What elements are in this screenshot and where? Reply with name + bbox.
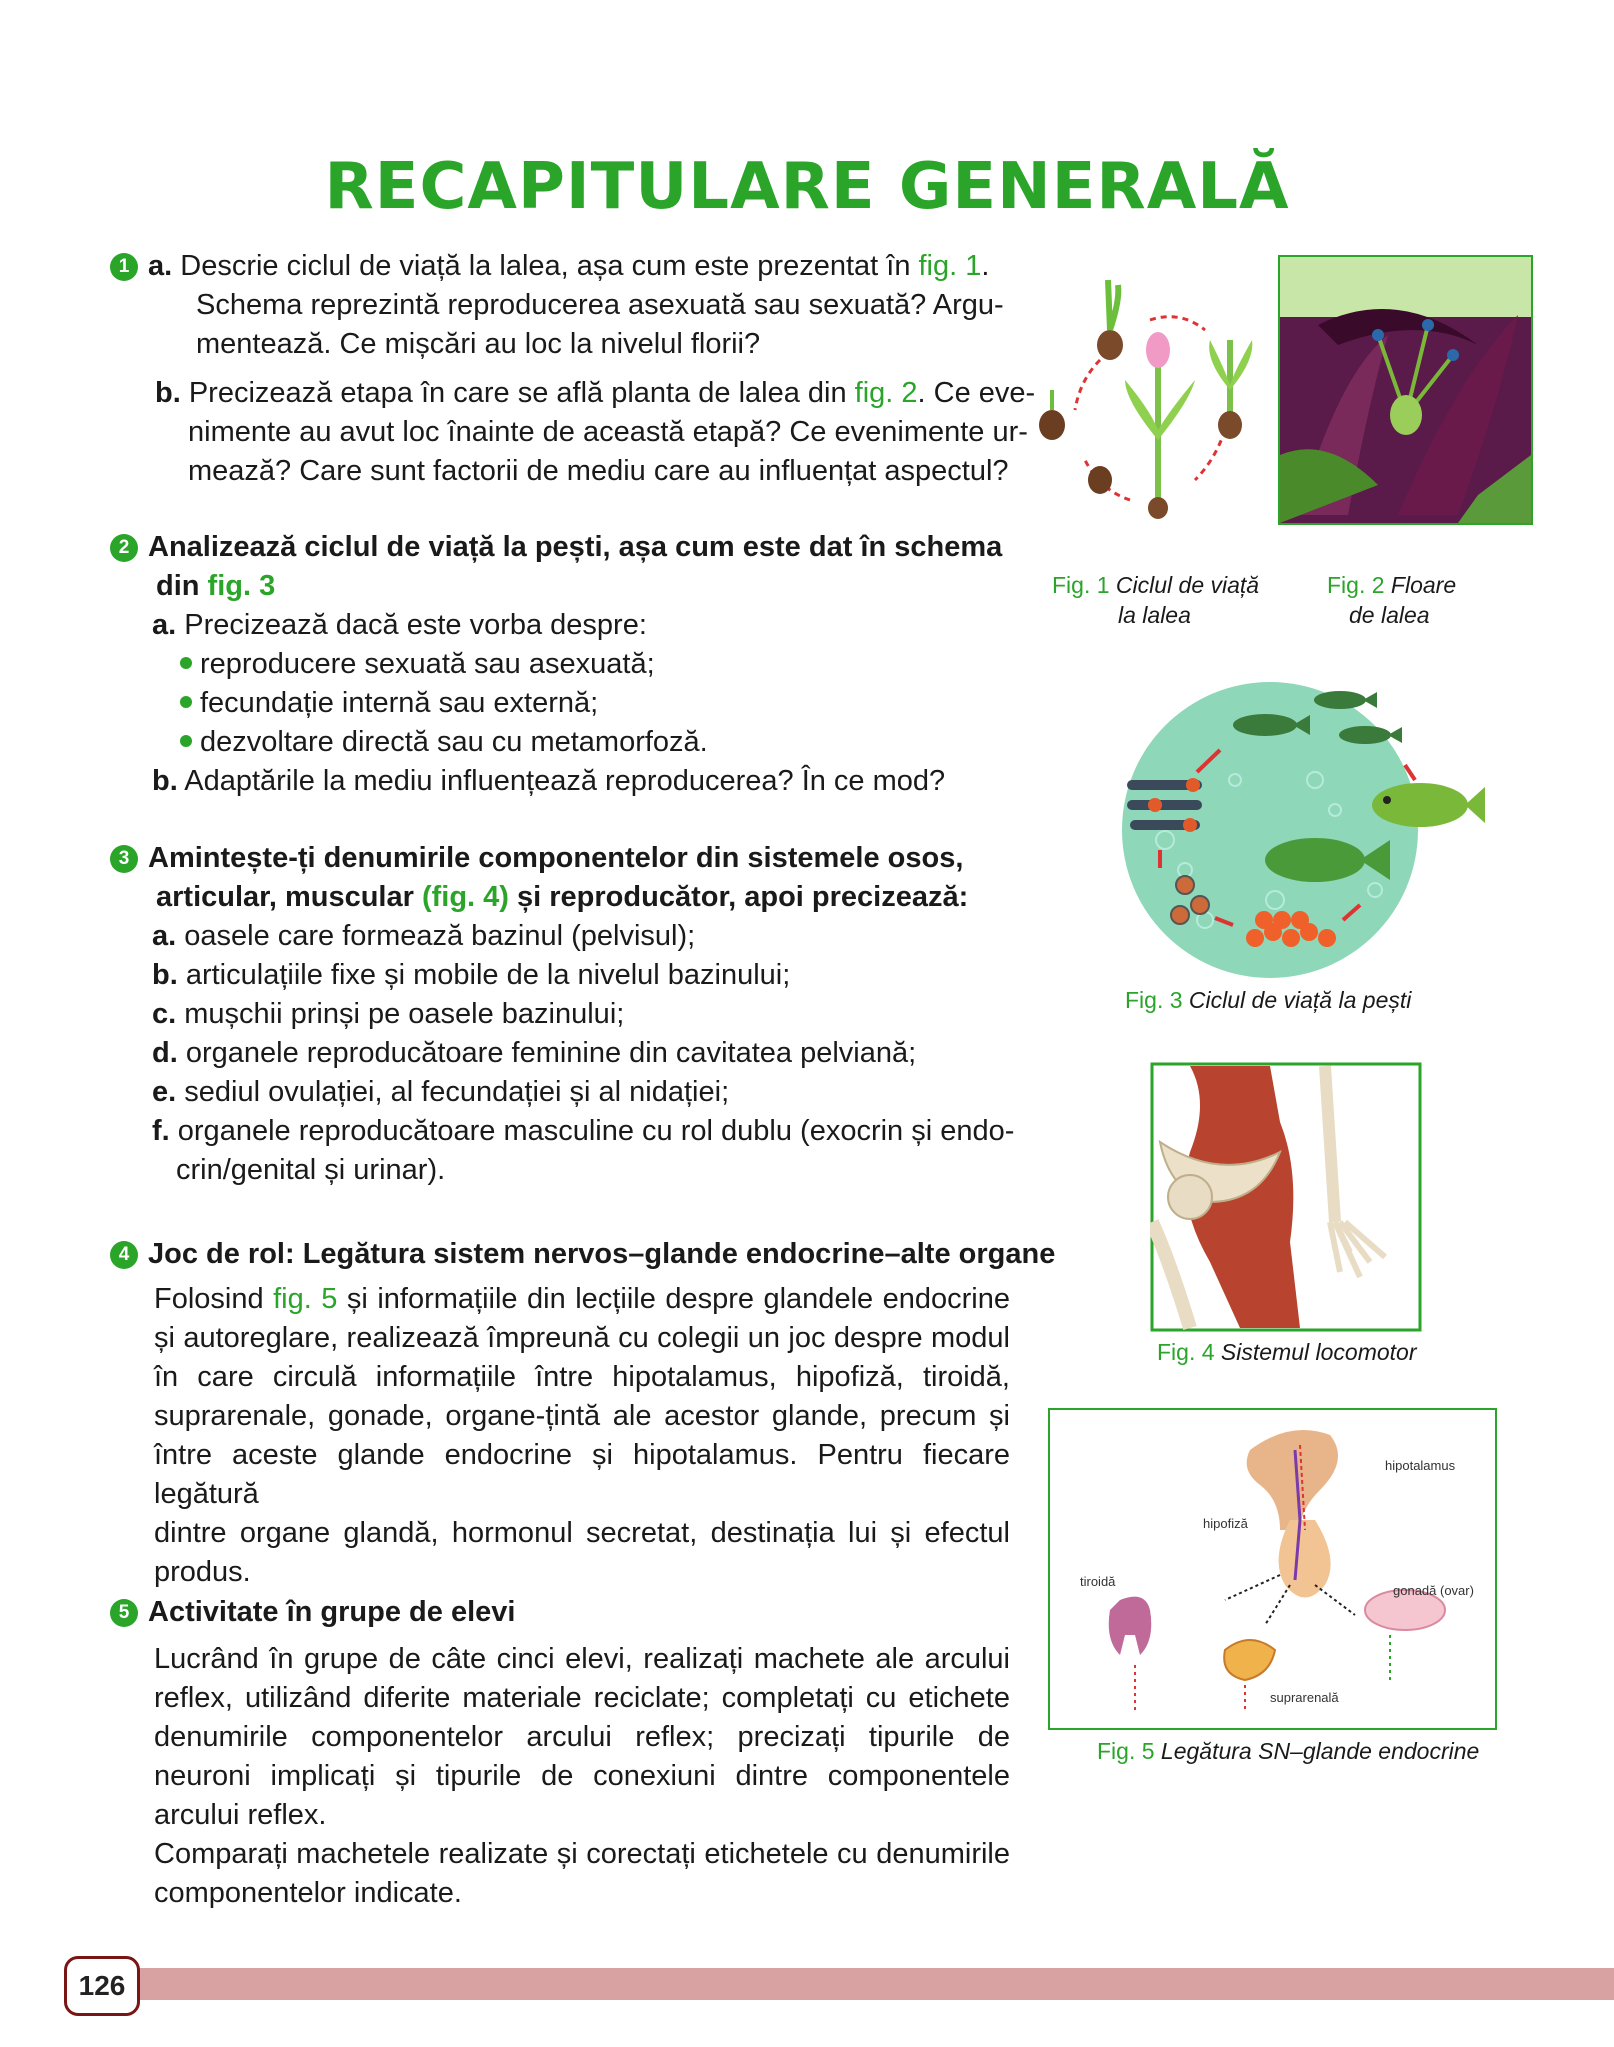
text: oasele care formează bazinul (pelvisul); xyxy=(176,920,696,952)
item-label: f. xyxy=(152,1115,170,1147)
question-number: 5 xyxy=(110,1599,138,1627)
tulip-sprout-icon xyxy=(1209,340,1252,439)
question-2 xyxy=(110,528,1010,801)
text: sediul ovulației, al fecundației și al nidației; xyxy=(176,1076,730,1108)
text: . Ce eve- xyxy=(917,377,1036,409)
figure-5-caption xyxy=(1097,1736,1479,1766)
caption-text: Sistemul locomotor xyxy=(1214,1339,1417,1365)
figure-reference: fig. 2 xyxy=(854,377,918,409)
question-1 xyxy=(110,247,1036,491)
text: organele reproducătoare masculine cu rol dublu (exocrin și endo- xyxy=(169,1115,1015,1147)
adrenal-icon xyxy=(1224,1640,1275,1680)
item-label: b. xyxy=(155,377,181,409)
item-label: b. xyxy=(152,959,178,991)
figure-3-fish-cycle xyxy=(1115,680,1485,980)
item-label: a. xyxy=(148,250,173,282)
caption-text: Legătura SN–glande endocrine xyxy=(1154,1738,1480,1764)
question-number: 4 xyxy=(110,1241,138,1269)
item-label: a. xyxy=(152,920,177,952)
bullet-icon xyxy=(180,657,192,669)
bullet-text: fecundație internă sau externă; xyxy=(200,687,599,719)
caption-text: de lalea xyxy=(1349,602,1430,628)
label-hipofiza: hipofiză xyxy=(1203,1516,1248,1531)
question-heading: Joc de rol: Legătura sistem nervos–glande endocrine–alte organe xyxy=(148,1238,1056,1270)
text: și reproducător, apoi precizează: xyxy=(508,881,969,913)
text: . xyxy=(981,250,990,282)
figure-label: Fig. 5 xyxy=(1097,1738,1155,1764)
hypothalamus-icon xyxy=(1247,1430,1338,1530)
label-gonada: gonadă (ovar) xyxy=(1393,1583,1474,1598)
paragraph-line: produs. xyxy=(154,1556,251,1588)
text: articulațiile fixe și mobile de la nivelul bazinului; xyxy=(177,959,791,991)
paragraph-line: între aceste glande endocrine și hipotalamus. Pentru fiecare legătură xyxy=(154,1439,1010,1510)
caption-text: Ciclul de viață xyxy=(1109,572,1260,598)
pituitary-icon xyxy=(1279,1520,1331,1598)
text: Adaptările la mediu influențează reproducerea? În ce mod? xyxy=(177,765,946,797)
caption-text: la lalea xyxy=(1118,602,1191,628)
paragraph-line: dintre organe glandă, hormonul secretat, destinația lui și efectul xyxy=(154,1517,1010,1549)
paragraph-line xyxy=(154,1280,1010,1319)
tulip-bulb-icon xyxy=(1097,280,1123,360)
question-4 xyxy=(110,1235,1056,1592)
bulb-icon xyxy=(1039,390,1065,440)
bullet-text: dezvoltare directă sau cu metamorfoză. xyxy=(200,726,708,758)
label-hipotalamus: hipotalamus xyxy=(1385,1458,1456,1473)
caption-text: Ciclul de viață la pești xyxy=(1182,987,1412,1013)
question-5 xyxy=(110,1593,1010,1913)
label-tiroida: tiroidă xyxy=(1080,1574,1116,1589)
text-line: mează? Care sunt factorii de mediu care au influențat aspectul? xyxy=(188,455,1009,487)
question-number: 1 xyxy=(110,253,138,281)
figure-2-tulip-photo xyxy=(1278,255,1533,525)
caption-text: Floare xyxy=(1384,572,1457,598)
page-title: RECAPITULARE GENERALĂ xyxy=(324,150,1290,224)
figure-4-caption xyxy=(1157,1337,1417,1367)
question-heading: Analizează ciclul de viață la pești, așa cum este dat în schema xyxy=(148,531,1003,563)
paragraph-line: suprarenale, gonade, organe-țintă ale acestor glande, precum și xyxy=(154,1400,1010,1432)
text-line: mentează. Ce mișcări au loc la nivelul florii? xyxy=(196,328,761,360)
question-number: 3 xyxy=(110,845,138,873)
text: Precizează etapa în care se află planta de lalea din xyxy=(180,377,855,409)
item-label: d. xyxy=(152,1037,178,1069)
figure-label: Fig. 2 xyxy=(1327,572,1385,598)
figure-label: Fig. 4 xyxy=(1157,1339,1215,1365)
text-line: nimente au avut loc înainte de această etapă? Ce evenimente ur- xyxy=(188,416,1028,448)
text-line: Schema reprezintă reproducerea asexuată sau sexuată? Argu- xyxy=(196,289,1004,321)
paragraph-line: denumirile componentelor arcului reflex; precizați tipurile de xyxy=(154,1721,1010,1753)
figure-reference: fig. 3 xyxy=(207,570,276,602)
tulip-flower-icon xyxy=(1125,332,1195,519)
figure-4-locomotor-system xyxy=(1150,1062,1422,1332)
paragraph-line: arcului reflex. xyxy=(154,1799,327,1831)
question-number: 2 xyxy=(110,534,138,562)
paragraph-line: și autoreglare, realizează împreună cu colegii un joc despre modul xyxy=(154,1322,1010,1354)
figure-reference: fig. 5 xyxy=(273,1283,338,1315)
figure-reference: (fig. 4) xyxy=(421,881,509,913)
bullet-text: reproducere sexuată sau asexuată; xyxy=(200,648,655,680)
paragraph-line: componentelor indicate. xyxy=(154,1877,462,1909)
paragraph-line: reflex, utilizând diferite materiale reciclate; completați cu etichete xyxy=(154,1682,1010,1714)
text: și informațiile din lecțiile despre glandele endocrine xyxy=(337,1283,1010,1315)
label-suprarenala: suprarenală xyxy=(1270,1690,1339,1705)
text: Folosind xyxy=(154,1283,274,1315)
figure-label: Fig. 3 xyxy=(1125,987,1183,1013)
question-3 xyxy=(110,839,1015,1190)
figure-3-caption xyxy=(1125,985,1411,1015)
thyroid-icon xyxy=(1109,1597,1152,1655)
figure-1-caption xyxy=(1052,570,1259,630)
paragraph-line: în care circulă informațiile între hipotalamus, hipofiză, tiroidă, xyxy=(154,1361,1010,1393)
text: mușchii prinși pe oasele bazinului; xyxy=(176,998,625,1030)
text-line: crin/genital și urinar). xyxy=(176,1154,446,1186)
figure-2-caption xyxy=(1327,570,1456,630)
figure-1-tulip-cycle xyxy=(1030,270,1270,520)
page-number: 126 xyxy=(64,1956,140,2016)
paragraph-line: neuroni implicați și tipurile de conexiuni dintre componentele xyxy=(154,1760,1010,1792)
question-heading: Activitate în grupe de elevi xyxy=(148,1596,516,1628)
figure-label: Fig. 1 xyxy=(1052,572,1110,598)
item-label: c. xyxy=(152,998,177,1030)
bulb-icon xyxy=(1088,466,1112,494)
footer-band xyxy=(110,1968,1614,2000)
bullet-icon xyxy=(180,735,192,747)
item-label: a. xyxy=(152,609,177,641)
text: organele reproducătoare feminine din cavitatea pelviană; xyxy=(177,1037,917,1069)
paragraph-line: Comparați machetele realizate și corectați etichetele cu denumirile xyxy=(154,1838,1010,1870)
text: Descrie ciclul de viață la lalea, așa cum este prezentat în xyxy=(172,250,919,282)
paragraph-line: Lucrând în grupe de câte cinci elevi, realizați machete ale arcului xyxy=(154,1643,1010,1675)
bullet-icon xyxy=(180,696,192,708)
adult-fish-icon xyxy=(1372,783,1485,827)
figure-5-sn-endocrine xyxy=(1048,1408,1497,1730)
text: Precizează dacă este vorba despre: xyxy=(176,609,647,641)
text: din xyxy=(156,570,208,602)
question-heading: Amintește-ți denumirile componentelor din sistemele osos, xyxy=(148,842,964,874)
text: articular, muscular xyxy=(156,881,422,913)
item-label: b. xyxy=(152,765,178,797)
item-label: e. xyxy=(152,1076,177,1108)
larva-icon xyxy=(1127,778,1202,832)
figure-reference: fig. 1 xyxy=(918,250,982,282)
